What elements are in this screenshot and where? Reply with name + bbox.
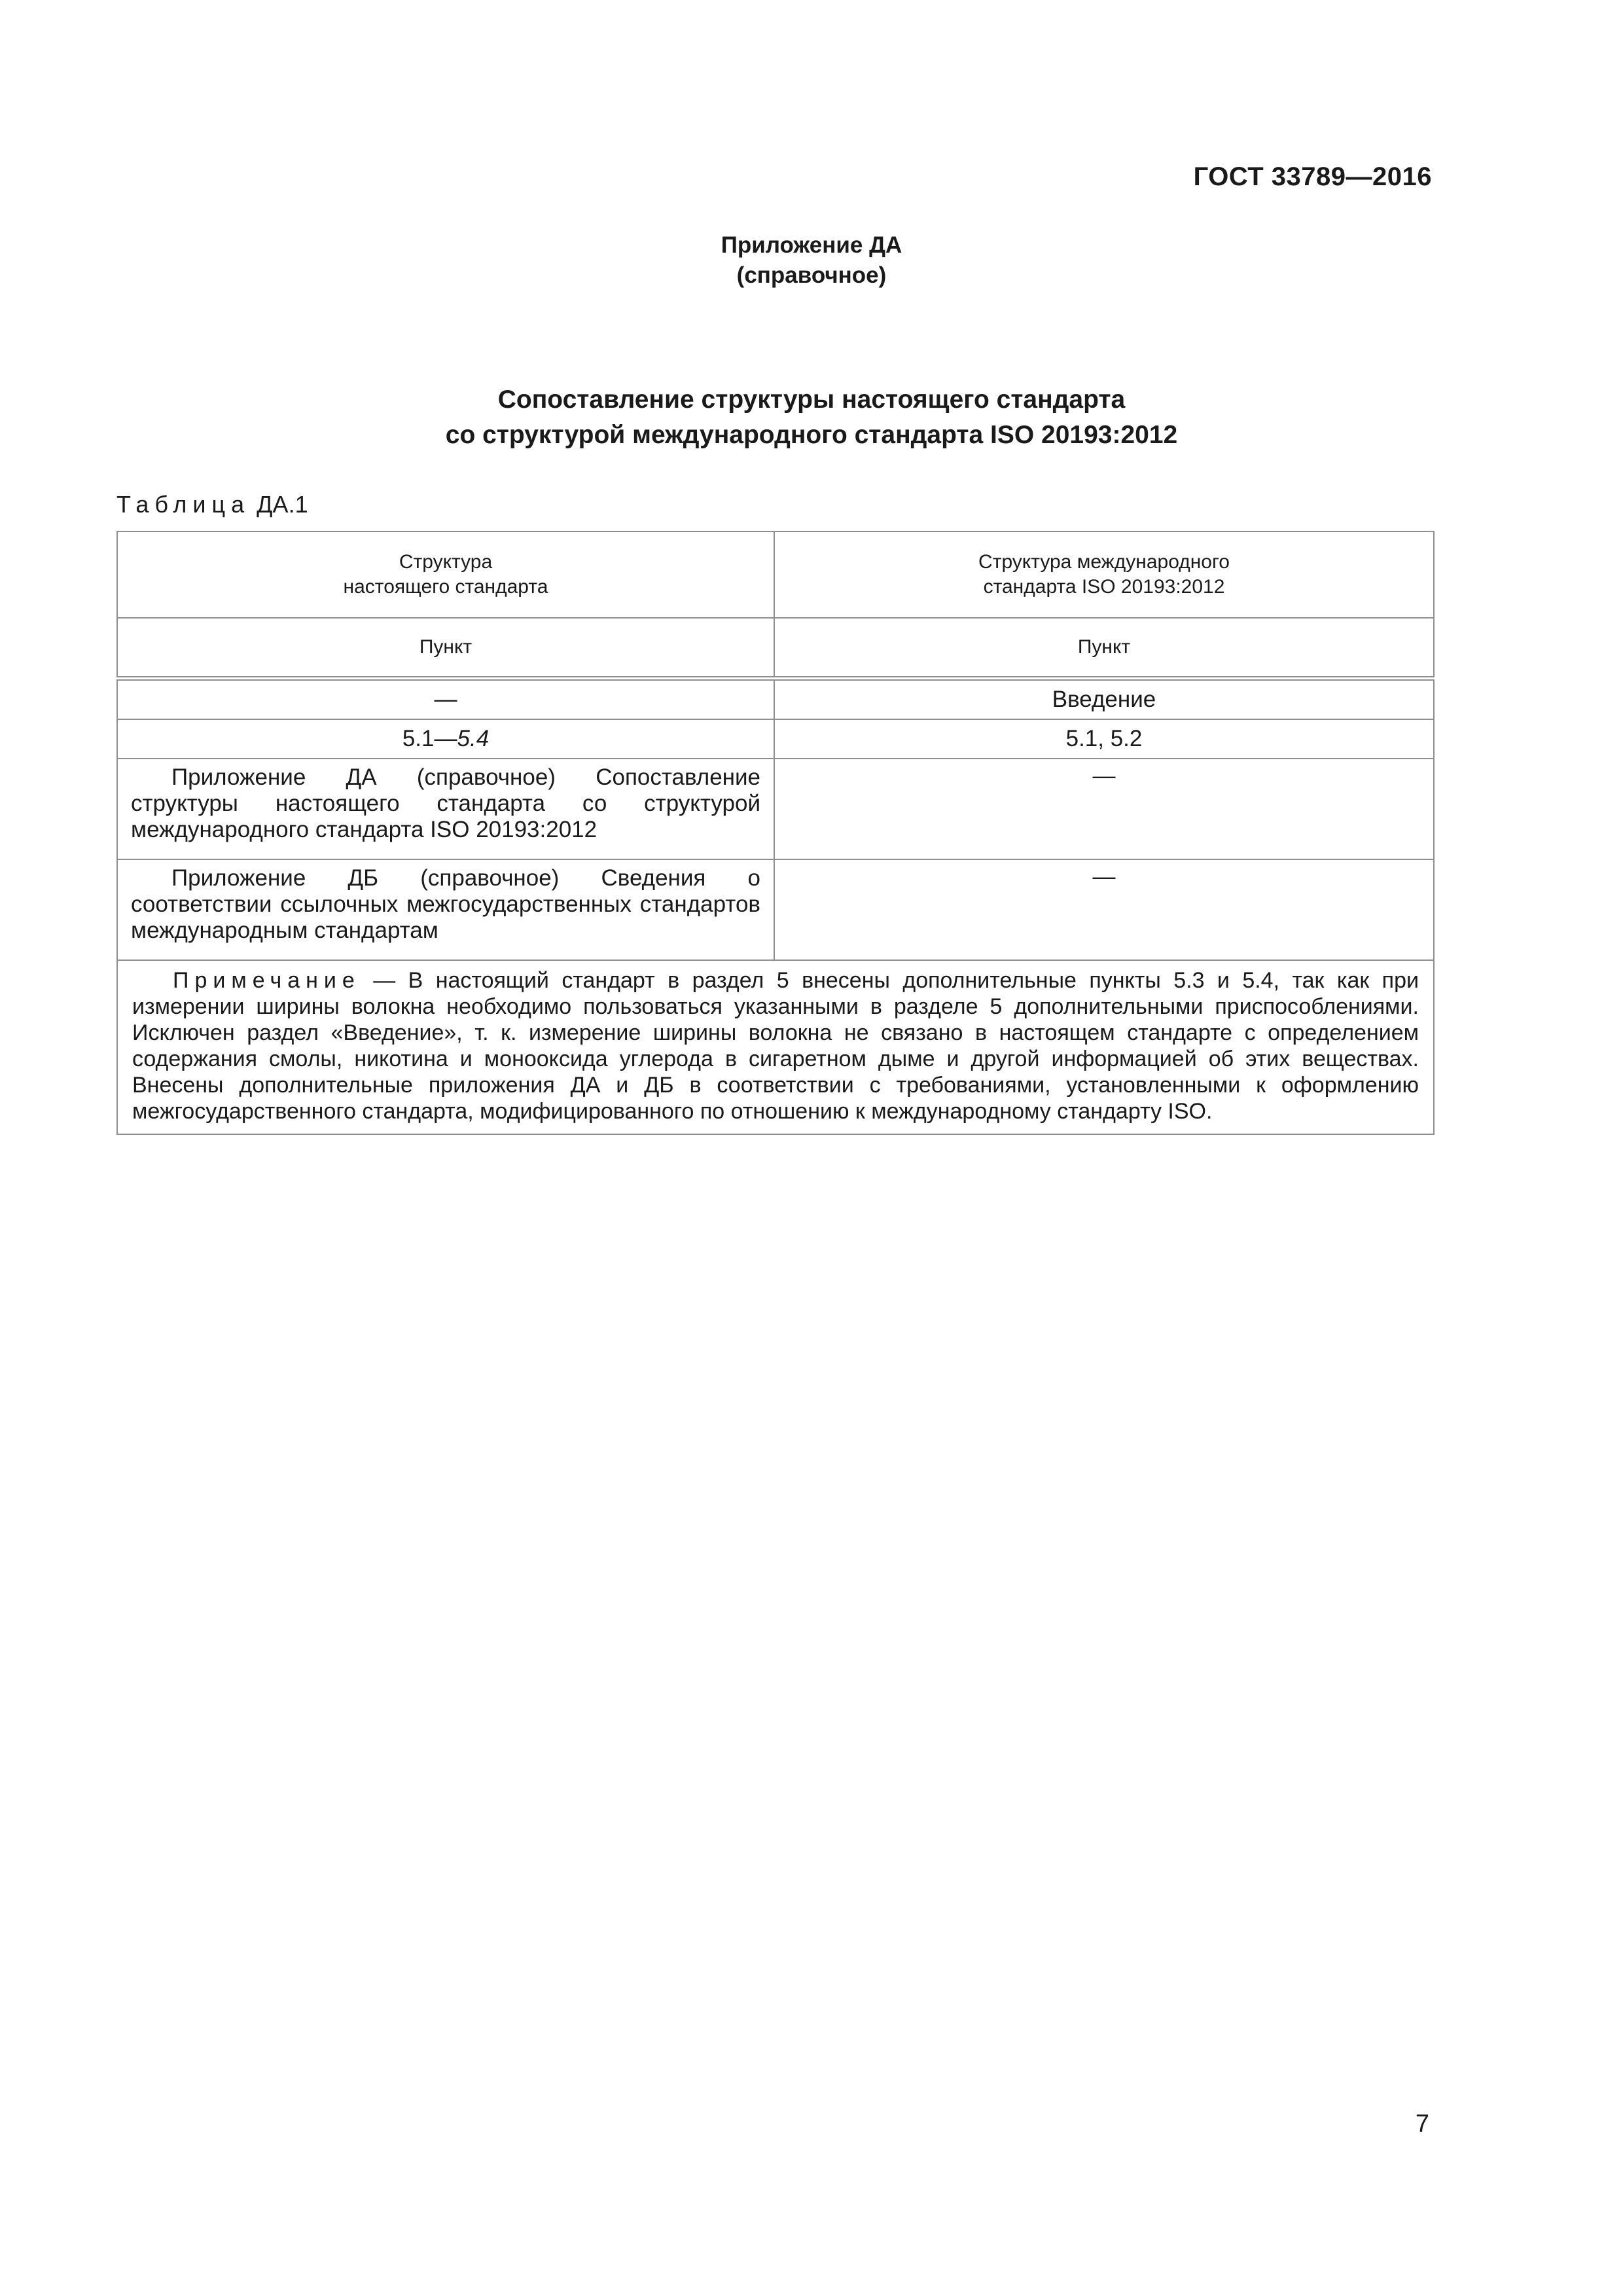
table-caption-label: Таблица [116, 491, 251, 518]
header-cell-international [774, 531, 1434, 618]
table-note-row [117, 960, 1434, 1134]
table-row [117, 759, 1434, 859]
header-col1-line2: настоящего стандарта [343, 576, 548, 598]
page-number: 7 [1415, 2110, 1429, 2138]
document-title [0, 382, 1623, 453]
header-col1-line1: Структура [399, 551, 493, 573]
header-col2-line1: Структура международного [978, 551, 1230, 573]
table-row [117, 859, 1434, 960]
table-subheader-row [117, 618, 1434, 679]
table-row [117, 679, 1434, 720]
clause-range-end: 5.4 [457, 726, 490, 751]
clause-range-start: 5.1— [402, 726, 457, 751]
note-label: Примечание [173, 968, 361, 993]
annex-heading [0, 230, 1623, 291]
table-header-row [117, 531, 1434, 618]
document-code: ГОСТ 33789—2016 [1193, 162, 1432, 191]
title-line-2: со структурой международного стандарта ISO 20193:2012 [445, 421, 1178, 449]
header-col2-line2: стандарта ISO 20193:2012 [983, 576, 1225, 598]
table-caption-number: ДА.1 [257, 491, 308, 518]
table-cell: — [774, 759, 1434, 859]
table-cell: Приложение ДА (справочное) Сопоставление структуры настоящего стандарта со структурой международного стандарта ISO 20193:2012 [117, 759, 774, 859]
comparison-table [116, 531, 1435, 1135]
table-caption [116, 491, 308, 518]
table-cell: Приложение ДБ (справочное) Сведения о соответствии ссылочных межгосударственных стандартов международным стандартам [117, 859, 774, 960]
table-cell: 5.1, 5.2 [774, 719, 1434, 759]
table-cell: — [774, 859, 1434, 960]
table-cell [117, 719, 774, 759]
table-cell: Введение [774, 679, 1434, 720]
annex-status: (справочное) [736, 262, 887, 288]
subheader-col2: Пункт [774, 618, 1434, 679]
annex-label: Приложение ДА [721, 232, 902, 258]
table-note [117, 960, 1434, 1134]
table-cell: — [117, 679, 774, 720]
header-cell-national [117, 531, 774, 618]
table-row [117, 719, 1434, 759]
subheader-col1: Пункт [117, 618, 774, 679]
title-line-1: Сопоставление структуры настоящего стандарта [497, 386, 1126, 414]
note-text: — В настоящий стандарт в раздел 5 внесены дополнительные пункты 5.3 и 5.4, так как при измерении ширины волокна необходимо пользоваться указанными в разделе 5 дополнительными приспособлениями. Исключен раздел «Введение», т. к. измерение ширины волокна не связано в настоящем стандарте с определением содержания смолы, никотина и монооксида углерода в сигаретном дыме и другой информацией об этих веществах. Внесены дополнительные приложения ДА и ДБ в соответствии с требованиями, установленными к оформлению межгосударственного стандарта, модифицированного по отношению к международному стандарту ISO. [132, 968, 1419, 1124]
